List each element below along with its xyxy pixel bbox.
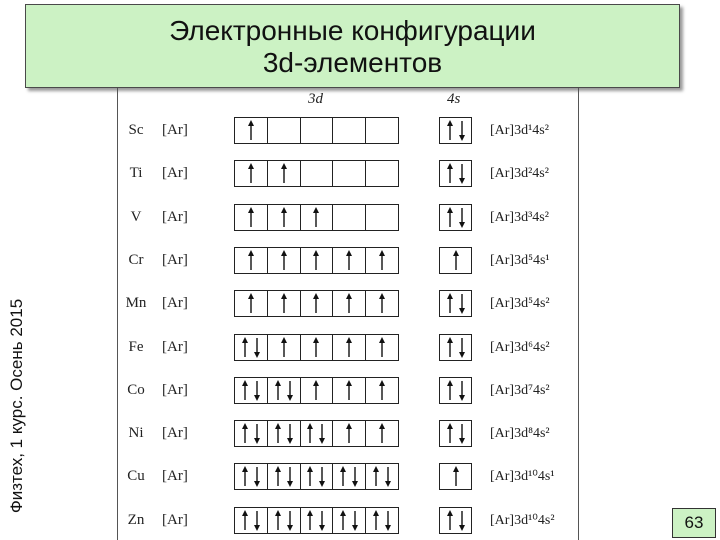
d-orbital-boxes bbox=[234, 463, 399, 490]
up-arrow-icon bbox=[372, 510, 380, 531]
element-row bbox=[118, 203, 578, 236]
electron-arrows bbox=[301, 335, 333, 360]
up-arrow-icon bbox=[446, 337, 454, 358]
electron-arrows bbox=[301, 291, 333, 316]
electron-arrows bbox=[301, 161, 333, 186]
d-orbital-boxes bbox=[234, 377, 399, 404]
electron-arrows bbox=[235, 291, 267, 316]
down-arrow-icon bbox=[458, 163, 466, 184]
electron-arrows bbox=[333, 421, 365, 446]
s-orbital-cell bbox=[439, 204, 472, 231]
down-arrow-icon bbox=[253, 423, 261, 444]
d-orbital-cell bbox=[301, 205, 334, 230]
element-symbol: Cr bbox=[128, 251, 144, 268]
d-orbital-cell bbox=[235, 464, 268, 489]
up-arrow-icon bbox=[274, 380, 282, 401]
down-arrow-icon bbox=[458, 293, 466, 314]
down-arrow-icon bbox=[318, 510, 326, 531]
up-arrow-icon bbox=[280, 163, 288, 184]
electron-arrows bbox=[268, 205, 300, 230]
d-orbital-cell bbox=[268, 508, 301, 533]
up-arrow-icon bbox=[339, 466, 347, 487]
up-arrow-icon bbox=[306, 466, 314, 487]
electron-arrows bbox=[440, 335, 471, 360]
noble-gas-core: [Ar] bbox=[162, 338, 188, 355]
electron-arrows bbox=[268, 464, 300, 489]
d-orbital-cell bbox=[235, 335, 268, 360]
s-orbital-cell bbox=[439, 463, 472, 490]
d-orbital-cell bbox=[333, 378, 366, 403]
element-row bbox=[118, 159, 578, 192]
d-orbital-cell bbox=[366, 335, 398, 360]
header-3d: 3d bbox=[308, 91, 323, 107]
electron-arrows bbox=[268, 508, 300, 533]
down-arrow-icon bbox=[253, 380, 261, 401]
down-arrow-icon bbox=[286, 466, 294, 487]
d-orbital-cell bbox=[268, 205, 301, 230]
electron-arrows bbox=[235, 378, 267, 403]
d-orbital-cell bbox=[235, 421, 268, 446]
up-arrow-icon bbox=[241, 466, 249, 487]
d-orbital-cell bbox=[366, 291, 398, 316]
d-orbital-cell bbox=[235, 161, 268, 186]
d-orbital-cell bbox=[333, 205, 366, 230]
up-arrow-icon bbox=[241, 510, 249, 531]
electron-arrows bbox=[440, 248, 471, 273]
electron-arrows bbox=[333, 291, 365, 316]
up-arrow-icon bbox=[274, 466, 282, 487]
up-arrow-icon bbox=[312, 207, 320, 228]
up-arrow-icon bbox=[280, 207, 288, 228]
up-arrow-icon bbox=[247, 293, 255, 314]
d-orbital-cell bbox=[333, 464, 366, 489]
d-orbital-cell bbox=[366, 421, 398, 446]
up-arrow-icon bbox=[247, 120, 255, 141]
electron-arrows bbox=[440, 205, 471, 230]
electron-arrows bbox=[440, 378, 471, 403]
noble-gas-core: [Ar] bbox=[162, 208, 188, 225]
up-arrow-icon bbox=[345, 337, 353, 358]
d-orbital-cell bbox=[333, 335, 366, 360]
up-arrow-icon bbox=[247, 250, 255, 271]
noble-gas-core: [Ar] bbox=[162, 425, 188, 442]
electron-arrows bbox=[366, 464, 398, 489]
d-orbital-cell bbox=[301, 421, 334, 446]
noble-gas-core: [Ar] bbox=[162, 511, 188, 528]
up-arrow-icon bbox=[241, 380, 249, 401]
d-orbital-cell bbox=[333, 291, 366, 316]
down-arrow-icon bbox=[351, 466, 359, 487]
down-arrow-icon bbox=[286, 380, 294, 401]
d-orbital-cell bbox=[301, 378, 334, 403]
d-orbital-cell bbox=[268, 335, 301, 360]
d-orbital-boxes bbox=[234, 204, 399, 231]
element-row bbox=[118, 462, 578, 495]
up-arrow-icon bbox=[312, 337, 320, 358]
down-arrow-icon bbox=[318, 423, 326, 444]
electron-arrows bbox=[366, 421, 398, 446]
noble-gas-core: [Ar] bbox=[162, 295, 188, 312]
electron-arrows bbox=[268, 161, 300, 186]
electron-arrows bbox=[301, 118, 333, 143]
electron-arrows bbox=[235, 205, 267, 230]
d-orbital-cell bbox=[333, 421, 366, 446]
electron-arrows bbox=[333, 378, 365, 403]
element-symbol: V bbox=[130, 208, 142, 225]
electron-arrows bbox=[301, 421, 333, 446]
down-arrow-icon bbox=[458, 207, 466, 228]
electron-arrows bbox=[268, 421, 300, 446]
up-arrow-icon bbox=[339, 510, 347, 531]
electron-configuration: [Ar]3d⁶4s² bbox=[490, 339, 550, 355]
d-orbital-cell bbox=[235, 378, 268, 403]
d-orbital-boxes bbox=[234, 507, 399, 534]
d-orbital-boxes bbox=[234, 290, 399, 317]
electron-configuration: [Ar]3d⁷4s² bbox=[490, 382, 550, 398]
up-arrow-icon bbox=[306, 423, 314, 444]
down-arrow-icon bbox=[351, 510, 359, 531]
element-row bbox=[118, 376, 578, 409]
s-orbital-cell bbox=[439, 507, 472, 534]
d-orbital-cell bbox=[333, 161, 366, 186]
electron-config-table bbox=[117, 88, 579, 540]
page-number: 63 bbox=[672, 508, 716, 538]
element-symbol: Co bbox=[127, 381, 145, 398]
down-arrow-icon bbox=[458, 423, 466, 444]
electron-arrows bbox=[301, 248, 333, 273]
electron-arrows bbox=[235, 335, 267, 360]
electron-arrows bbox=[333, 161, 365, 186]
up-arrow-icon bbox=[345, 293, 353, 314]
d-orbital-cell bbox=[235, 508, 268, 533]
up-arrow-icon bbox=[446, 120, 454, 141]
up-arrow-icon bbox=[446, 423, 454, 444]
up-arrow-icon bbox=[345, 250, 353, 271]
electron-arrows bbox=[301, 205, 333, 230]
element-row bbox=[118, 246, 578, 279]
up-arrow-icon bbox=[241, 337, 249, 358]
d-orbital-cell bbox=[268, 378, 301, 403]
element-symbol: Ni bbox=[128, 425, 144, 442]
electron-configuration: [Ar]3d⁸4s² bbox=[490, 426, 550, 442]
d-orbital-cell bbox=[301, 161, 334, 186]
up-arrow-icon bbox=[280, 337, 288, 358]
slide-title-line-1: Электронные конфигурации bbox=[169, 15, 536, 46]
electron-arrows bbox=[366, 508, 398, 533]
up-arrow-icon bbox=[241, 423, 249, 444]
d-orbital-cell bbox=[235, 118, 268, 143]
electron-arrows bbox=[366, 291, 398, 316]
s-orbital-cell bbox=[439, 420, 472, 447]
electron-arrows bbox=[268, 118, 300, 143]
element-row bbox=[118, 506, 578, 539]
down-arrow-icon bbox=[253, 466, 261, 487]
electron-configuration: [Ar]3d¹⁰4s² bbox=[490, 512, 555, 528]
up-arrow-icon bbox=[306, 510, 314, 531]
electron-arrows bbox=[268, 335, 300, 360]
element-symbol: Ti bbox=[129, 165, 143, 182]
d-orbital-cell bbox=[366, 248, 398, 273]
down-arrow-icon bbox=[458, 380, 466, 401]
electron-arrows bbox=[301, 508, 333, 533]
down-arrow-icon bbox=[253, 337, 261, 358]
d-orbital-boxes bbox=[234, 247, 399, 274]
down-arrow-icon bbox=[458, 120, 466, 141]
electron-arrows bbox=[366, 118, 398, 143]
s-orbital-cell bbox=[439, 377, 472, 404]
d-orbital-cell bbox=[333, 508, 366, 533]
d-orbital-cell bbox=[301, 335, 334, 360]
up-arrow-icon bbox=[274, 423, 282, 444]
up-arrow-icon bbox=[378, 380, 386, 401]
noble-gas-core: [Ar] bbox=[162, 165, 188, 182]
up-arrow-icon bbox=[280, 250, 288, 271]
d-orbital-cell bbox=[366, 464, 398, 489]
up-arrow-icon bbox=[446, 380, 454, 401]
d-orbital-cell bbox=[366, 205, 398, 230]
up-arrow-icon bbox=[247, 163, 255, 184]
down-arrow-icon bbox=[286, 423, 294, 444]
electron-arrows bbox=[366, 161, 398, 186]
electron-arrows bbox=[235, 161, 267, 186]
up-arrow-icon bbox=[345, 423, 353, 444]
d-orbital-cell bbox=[301, 291, 334, 316]
down-arrow-icon bbox=[253, 510, 261, 531]
noble-gas-core: [Ar] bbox=[162, 468, 188, 485]
d-orbital-cell bbox=[366, 508, 398, 533]
electron-arrows bbox=[366, 205, 398, 230]
electron-configuration: [Ar]3d³4s² bbox=[490, 209, 549, 225]
electron-arrows bbox=[235, 421, 267, 446]
vertical-course-label: Физтех, 1 курс. Осень 2015 bbox=[7, 298, 26, 514]
s-orbital-cell bbox=[439, 117, 472, 144]
electron-arrows bbox=[235, 464, 267, 489]
element-symbol: Zn bbox=[127, 511, 145, 528]
s-orbital-cell bbox=[439, 290, 472, 317]
s-orbital-cell bbox=[439, 160, 472, 187]
d-orbital-cell bbox=[268, 464, 301, 489]
element-symbol: Fe bbox=[128, 338, 144, 355]
electron-arrows bbox=[440, 464, 471, 489]
d-orbital-cell bbox=[235, 291, 268, 316]
slide-title-box bbox=[25, 4, 680, 88]
d-orbital-cell bbox=[333, 118, 366, 143]
electron-arrows bbox=[333, 464, 365, 489]
element-row bbox=[118, 289, 578, 322]
noble-gas-core: [Ar] bbox=[162, 381, 188, 398]
electron-arrows bbox=[333, 205, 365, 230]
up-arrow-icon bbox=[274, 510, 282, 531]
electron-arrows bbox=[333, 335, 365, 360]
electron-arrows bbox=[268, 291, 300, 316]
d-orbital-cell bbox=[301, 464, 334, 489]
electron-arrows bbox=[440, 421, 471, 446]
d-orbital-cell bbox=[268, 421, 301, 446]
s-orbital-cell bbox=[439, 247, 472, 274]
d-orbital-cell bbox=[235, 205, 268, 230]
electron-arrows bbox=[333, 118, 365, 143]
noble-gas-core: [Ar] bbox=[162, 251, 188, 268]
electron-arrows bbox=[440, 118, 471, 143]
d-orbital-cell bbox=[366, 118, 398, 143]
d-orbital-cell bbox=[268, 291, 301, 316]
down-arrow-icon bbox=[458, 337, 466, 358]
d-orbital-cell bbox=[268, 161, 301, 186]
up-arrow-icon bbox=[452, 250, 460, 271]
up-arrow-icon bbox=[446, 510, 454, 531]
element-row bbox=[118, 333, 578, 366]
electron-arrows bbox=[301, 378, 333, 403]
electron-configuration: [Ar]3d¹4s² bbox=[490, 123, 549, 138]
d-orbital-boxes bbox=[234, 160, 399, 187]
up-arrow-icon bbox=[378, 250, 386, 271]
electron-arrows bbox=[235, 248, 267, 273]
electron-arrows bbox=[268, 248, 300, 273]
electron-arrows bbox=[366, 378, 398, 403]
d-orbital-cell bbox=[366, 161, 398, 186]
down-arrow-icon bbox=[384, 466, 392, 487]
up-arrow-icon bbox=[378, 337, 386, 358]
up-arrow-icon bbox=[312, 293, 320, 314]
d-orbital-boxes bbox=[234, 117, 399, 144]
header-4s: 4s bbox=[447, 91, 461, 107]
d-orbital-cell bbox=[268, 118, 301, 143]
up-arrow-icon bbox=[312, 250, 320, 271]
electron-configuration: [Ar]3d²4s² bbox=[490, 166, 549, 182]
electron-arrows bbox=[333, 508, 365, 533]
electron-configuration: [Ar]3d⁵4s¹ bbox=[490, 252, 550, 268]
up-arrow-icon bbox=[345, 380, 353, 401]
electron-arrows bbox=[235, 118, 267, 143]
d-orbital-cell bbox=[301, 118, 334, 143]
up-arrow-icon bbox=[446, 163, 454, 184]
element-row bbox=[118, 419, 578, 452]
d-orbital-boxes bbox=[234, 420, 399, 447]
d-orbital-cell bbox=[268, 248, 301, 273]
s-orbital-cell bbox=[439, 334, 472, 361]
element-symbol: Cu bbox=[127, 468, 145, 485]
up-arrow-icon bbox=[446, 207, 454, 228]
electron-arrows bbox=[440, 508, 471, 533]
electron-configuration: [Ar]3d⁵4s² bbox=[490, 296, 550, 312]
up-arrow-icon bbox=[378, 293, 386, 314]
up-arrow-icon bbox=[280, 293, 288, 314]
electron-arrows bbox=[440, 161, 471, 186]
electron-arrows bbox=[235, 508, 267, 533]
d-orbital-cell bbox=[301, 248, 334, 273]
electron-arrows bbox=[440, 291, 471, 316]
up-arrow-icon bbox=[446, 293, 454, 314]
d-orbital-cell bbox=[301, 508, 334, 533]
up-arrow-icon bbox=[378, 423, 386, 444]
noble-gas-core: [Ar] bbox=[162, 122, 188, 138]
down-arrow-icon bbox=[384, 510, 392, 531]
d-orbital-boxes bbox=[234, 334, 399, 361]
element-symbol: Mn bbox=[125, 295, 147, 312]
down-arrow-icon bbox=[318, 466, 326, 487]
d-orbital-cell bbox=[366, 378, 398, 403]
electron-arrows bbox=[366, 335, 398, 360]
slide-title-line-2: 3d-элементов bbox=[262, 47, 443, 78]
electron-arrows bbox=[268, 378, 300, 403]
electron-arrows bbox=[333, 248, 365, 273]
down-arrow-icon bbox=[286, 510, 294, 531]
electron-arrows bbox=[301, 464, 333, 489]
element-symbol: Sc bbox=[128, 122, 144, 138]
up-arrow-icon bbox=[452, 466, 460, 487]
up-arrow-icon bbox=[247, 207, 255, 228]
element-row bbox=[118, 116, 578, 149]
d-orbital-cell bbox=[235, 248, 268, 273]
down-arrow-icon bbox=[458, 510, 466, 531]
d-orbital-cell bbox=[333, 248, 366, 273]
up-arrow-icon bbox=[312, 380, 320, 401]
electron-configuration: [Ar]3d¹⁰4s¹ bbox=[490, 469, 555, 485]
up-arrow-icon bbox=[372, 466, 380, 487]
electron-arrows bbox=[366, 248, 398, 273]
